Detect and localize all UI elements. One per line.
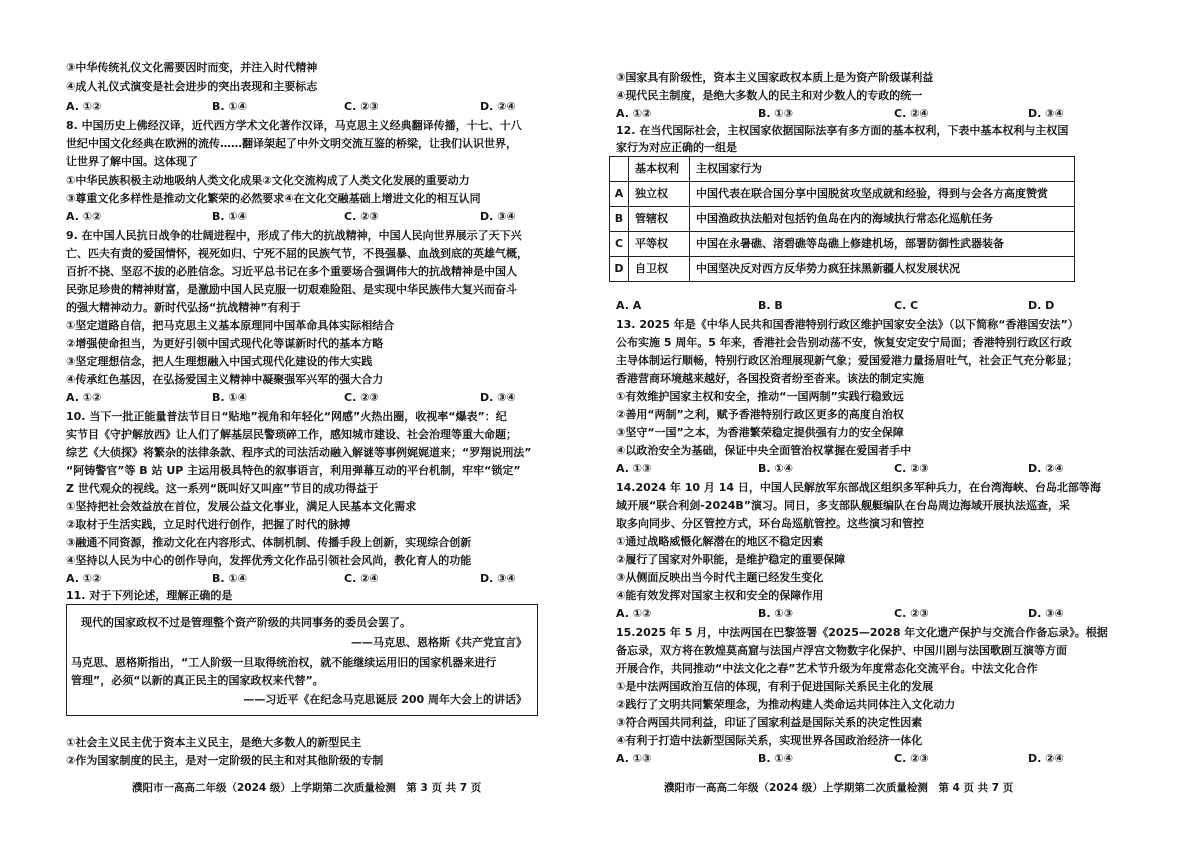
q9-statement: ①坚定道路自信，把马克思主义基本原理同中国革命具体实际相结合: [66, 319, 395, 332]
quote-line: 管理”，必须“以新的真正民主的国家政权来代替”。: [71, 674, 324, 687]
quote-source: ——马克思、恩格斯《共产党宣言》: [351, 636, 527, 649]
option-b[interactable]: B. ①④: [212, 391, 248, 404]
q11-statement: ③国家具有阶级性，资本主义国家政权本质上是为资产阶级谋利益: [616, 71, 934, 84]
option-d[interactable]: D. ②④: [480, 100, 516, 113]
option-a[interactable]: A. ①③: [616, 462, 652, 475]
q13-options: [616, 461, 1086, 476]
q8-stem-line: 8. 中国历史上佛经汉译，近代西方学术文化著作汉译，马克思主义经典翻译传播，十七、十八: [66, 119, 522, 132]
q14-statement: ②履行了国家对外职能，是维护稳定的重要保障: [616, 553, 846, 566]
q15-statement: ①是中法两国政治互信的体现，有利于促进国际关系民主化的发展: [616, 680, 934, 693]
option-a[interactable]: A. ①③: [616, 752, 652, 765]
q10-statement: ③融通不同资源，推动文化在内容形式、体制机制、传播手段上创新，实现综合创新: [66, 536, 472, 549]
option-d[interactable]: D. ③④: [480, 391, 516, 404]
option-a[interactable]: A. ①②: [616, 607, 652, 620]
q12-rights-table: [609, 156, 1075, 282]
q11-options: [616, 106, 1086, 121]
table-header-row: [610, 157, 1075, 182]
row-letter: C: [610, 232, 629, 257]
option-a[interactable]: A. ①②: [66, 572, 102, 585]
q14-stem-line: 14.2024 年 10 月 14 日，中国人民解放军东部战区组织多军种兵力，在台湾海峡、台岛北部等海: [616, 481, 1101, 494]
state-behavior: 中国渔政执法船对包括钓鱼岛在内的海域执行常态化巡航任务: [690, 207, 1075, 232]
option-d[interactable]: D. ③④: [1028, 107, 1064, 120]
q9-options: [66, 390, 536, 405]
q15-statement: ②践行了文明共同繁荣理念，为推动构建人类命运共同体注入文化动力: [616, 698, 956, 711]
table-row: [610, 257, 1075, 282]
option-d[interactable]: D. D: [1028, 299, 1055, 312]
table-row: [610, 182, 1075, 207]
q13-stem-line: 主导体制运行顺畅，特别行政区治理展现新气象；爱国爱港力量扬眉吐气，社会正气充分彰显；: [616, 354, 1078, 367]
q10-stem-line: “阿铸警官”等 B 站 UP 主运用极具特色的叙事语言，利用弹幕互动的平台机制，牢牢“锁定”: [66, 464, 521, 477]
q13-stem-line: 13. 2025 年是《中华人民共和国香港特别行政区维护国家安全法》（以下简称“香港国安法”）: [616, 318, 1079, 331]
q8-statement: ①中华民族积极主动地吸纳人类文化成果②文化交流构成了人类文化发展的重要动力: [66, 174, 470, 187]
q11-stem: 11. 对于下列论述，理解正确的是: [66, 589, 233, 602]
option-c[interactable]: C. ②③: [344, 100, 379, 113]
q9-statement: ③坚定理想信念，把人生理想融入中国式现代化建设的伟大实践: [66, 355, 373, 368]
option-b[interactable]: B. ①④: [758, 752, 794, 765]
option-b[interactable]: B. ①④: [212, 100, 248, 113]
q8-options: [66, 209, 536, 224]
q15-options: [616, 751, 1086, 766]
basic-right: 独立权: [629, 182, 690, 207]
option-c[interactable]: C. ②③: [344, 210, 379, 223]
q8-stem-line: 世纪中国文化经典在欧洲的流传……翻译架起了中外文明交流互鉴的桥梁，让我们认识世界，: [66, 137, 517, 150]
state-behavior: 中国坚决反对西方反华势力疯狂抹黑新疆人权发展状况: [690, 257, 1075, 282]
q10-statement: ②取材于生活实践，立足时代进行创作，把握了时代的脉搏: [66, 518, 351, 531]
q9-stem-line: 民弥足珍贵的精神财富，是激励中国人民克服一切艰难险阻、是实现中华民族伟大复兴而奋斗: [66, 283, 517, 296]
table-header-cell: 主权国家行为: [690, 157, 1075, 182]
option-d[interactable]: D. ③④: [480, 210, 516, 223]
q13-statement: ③坚守“一国”之本，为香港繁荣稳定提供强有力的安全保障: [616, 426, 904, 439]
option-b[interactable]: B. ①③: [758, 607, 794, 620]
q7-options: [66, 99, 536, 114]
q10-options: [66, 571, 536, 586]
q11-statement: ①社会主义民主优于资本主义民主，是绝大多数人的新型民主: [66, 736, 362, 749]
page-footer: 濮阳市一高高二年级（2024 级）上学期第二次质量检测 第 4 页 共 7 页: [664, 782, 1014, 794]
quote-line: 马克思、恩格斯指出，“工人阶级一旦取得统治权，就不能继续运用旧的国家机器来进行: [71, 656, 497, 669]
q12-stem-line: 家行为对应正确的一组是: [616, 141, 737, 154]
q10-stem-line: 实节目《守护解放西》让人们了解基层民警琐碎工作，感知城市建设、社会治理等重大命题；: [66, 428, 517, 441]
q8-stem-line: 让世界了解中国。这体现了: [66, 155, 198, 168]
q15-stem-line: 备忘录，双方将在敦煌莫高窟与法国卢浮宫文物数字化保护、中国川剧与法国歌剧互演等方面: [616, 644, 1067, 657]
option-c[interactable]: C. ②③: [344, 391, 379, 404]
basic-right: 平等权: [629, 232, 690, 257]
quote-line: 现代的国家政权不过是管理整个资产阶级的共同事务的委员会罢了。: [81, 616, 411, 629]
state-behavior: 中国代表在联合国分享中国脱贫攻坚成就和经验，得到与会各方高度赞赏: [690, 182, 1075, 207]
q13-statement: ④以政治安全为基础，保证中央全面管治权掌握在爱国者手中: [616, 444, 912, 457]
q9-stem-line: 9. 在中国人民抗日战争的壮阔进程中，形成了伟大的抗战精神，中国人民向世界展示了天下兴: [66, 229, 522, 242]
q11-statement: ④现代民主制度，是绝大多数人的民主和对少数人的专政的统一: [616, 89, 923, 102]
page-footer: 濮阳市一高高二年级（2024 级）上学期第二次质量检测 第 3 页 共 7 页: [132, 782, 482, 794]
q11-statement: ②作为国家制度的民主，是对一定阶级的民主和对其他阶级的专制: [66, 754, 384, 767]
q8-statement: ③尊重文化多样性是推动文化繁荣的必然要求④在文化交融基础上增进文化的相互认同: [66, 192, 481, 205]
option-d[interactable]: D. ②④: [1028, 462, 1064, 475]
q14-stem-line: 域开展“联合利剑-2024B”演习。同日，多支部队舰艇编队在台岛周边海域开展执法巡查，采: [616, 499, 1071, 512]
q9-stem-line: 亡、匹夫有责的爱国情怀，视死如归、宁死不屈的民族气节，不畏强暴、血战到底的英雄气概，: [66, 247, 528, 260]
quote-source: ——习近平《在纪念马克思诞辰 200 周年大会上的讲话》: [243, 693, 527, 706]
q13-stem-line: 公布实施 5 周年。5 年来，香港社会告别动荡不安，恢复安定安宁局面；香港特别行政区行政: [616, 336, 1072, 349]
q10-stem-line: 综艺《大侦探》将繁杂的法律条款、程序式的司法活动融入解谜等事例娓娓道来；“罗翔说刑法”: [66, 446, 532, 459]
q11-quote-box: [66, 604, 538, 716]
q15-statement: ③符合两国共同利益，印证了国家利益是国际关系的决定性因素: [616, 716, 923, 729]
q14-statement: ④能有效发挥对国家主权和安全的保障作用: [616, 589, 824, 602]
q14-options: [616, 606, 1086, 621]
q9-statement: ②增强使命担当，为更好引领中国式现代化等谋新时代的基本方略: [66, 337, 384, 350]
option-a[interactable]: A. ①②: [66, 391, 102, 404]
option-c[interactable]: C. ②③: [894, 462, 929, 475]
row-letter: B: [610, 207, 629, 232]
q7-statement-4: ④成人礼仪式演变是社会进步的突出表现和主要标志: [66, 80, 318, 93]
table-header-cell: [610, 157, 629, 182]
q15-stem-line: 15.2025 年 5 月，中法两国在巴黎签署《2025—2028 年文化遗产保护与交流合作备忘录》。根据: [616, 626, 1108, 639]
q15-stem-line: 开展合作，共同推动“中法文化之春”艺术节升级为年度常态化交流平台。中法文化合作: [616, 662, 1038, 675]
option-b[interactable]: B. B: [758, 299, 783, 312]
q14-statement: ①通过战略威慑化解潜在的地区不稳定因素: [616, 535, 824, 548]
state-behavior: 中国在永暑礁、渚碧礁等岛礁上修建机场，部署防御性武器装备: [690, 232, 1075, 257]
q7-statement-3: ③中华传统礼仪文化需要因时而变，并注入时代精神: [66, 61, 318, 74]
q10-stem-line: Z 世代观众的视线。这一系列“既叫好又叫座”节目的成功得益于: [66, 482, 379, 495]
row-letter: D: [610, 257, 629, 282]
option-c[interactable]: C. ②④: [894, 107, 929, 120]
basic-right: 自卫权: [629, 257, 690, 282]
table-header-cell: 基本权利: [629, 157, 690, 182]
q15-statement: ④有利于打造中法新型国际关系，实现世界各国政治经济一体化: [616, 734, 923, 747]
option-d[interactable]: D. ②④: [1028, 752, 1064, 765]
option-c[interactable]: C. C: [894, 299, 919, 312]
q9-statement: ④传承红色基因，在弘扬爱国主义精神中凝聚强军兴军的强大合力: [66, 373, 384, 386]
option-c[interactable]: C. ②④: [344, 572, 379, 585]
q10-statement: ④坚持以人民为中心的创作导向，发挥优秀文化作品引领社会风尚，教化育人的功能: [66, 554, 472, 567]
option-d[interactable]: D. ③④: [480, 572, 516, 585]
option-c[interactable]: C. ②③: [894, 607, 929, 620]
row-letter: A: [610, 182, 629, 207]
basic-right: 管辖权: [629, 207, 690, 232]
q10-statement: ①坚持把社会效益放在首位，发展公益文化事业，满足人民基本文化需求: [66, 500, 417, 513]
option-b[interactable]: B. ①④: [212, 572, 248, 585]
q14-statement: ③从侧面反映出当今时代主题已经发生变化: [616, 571, 824, 584]
option-b[interactable]: B. ①④: [758, 462, 794, 475]
q10-stem-line: 10. 当下一批正能量普法节目日“贴地”视角和年轻化“网感”火热出圈，收视率“爆表”：纪: [66, 410, 507, 423]
q13-stem-line: 香港营商环境越来越好，各国投资者纷至沓来。该法的制定实施: [616, 372, 924, 385]
option-d[interactable]: D. ③④: [1028, 607, 1064, 620]
table-row: [610, 232, 1075, 257]
q12-options: [616, 298, 1086, 313]
q12-stem-line: 12. 在当代国际社会，主权国家依据国际法享有多方面的基本权利，下表中基本权利与主权国: [616, 124, 1069, 137]
option-a[interactable]: A. ①②: [66, 100, 102, 113]
q13-statement: ①有效维护国家主权和安全，推动“一国两制”实践行稳致远: [616, 390, 904, 403]
option-b[interactable]: B. ①③: [758, 107, 794, 120]
option-a[interactable]: A. ①②: [616, 107, 652, 120]
option-a[interactable]: A. A: [616, 299, 642, 312]
table-row: [610, 207, 1075, 232]
q14-stem-line: 取多向同步、分区管控方式，环台岛巡航管控。这些演习和管控: [616, 517, 924, 530]
q9-stem-line: 百折不挠、坚忍不拔的必胜信念。习近平总书记在多个重要场合强调伟大的抗战精神是中国人: [66, 265, 517, 278]
option-c[interactable]: C. ②③: [894, 752, 929, 765]
option-b[interactable]: B. ①④: [212, 210, 248, 223]
q13-statement: ②善用“两制”之利，赋予香港特别行政区更多的高度自治权: [616, 408, 904, 421]
option-a[interactable]: A. ①②: [66, 210, 102, 223]
q9-stem-line: 的强大精神动力。新时代弘扬“抗战精神”有利于: [66, 301, 301, 314]
